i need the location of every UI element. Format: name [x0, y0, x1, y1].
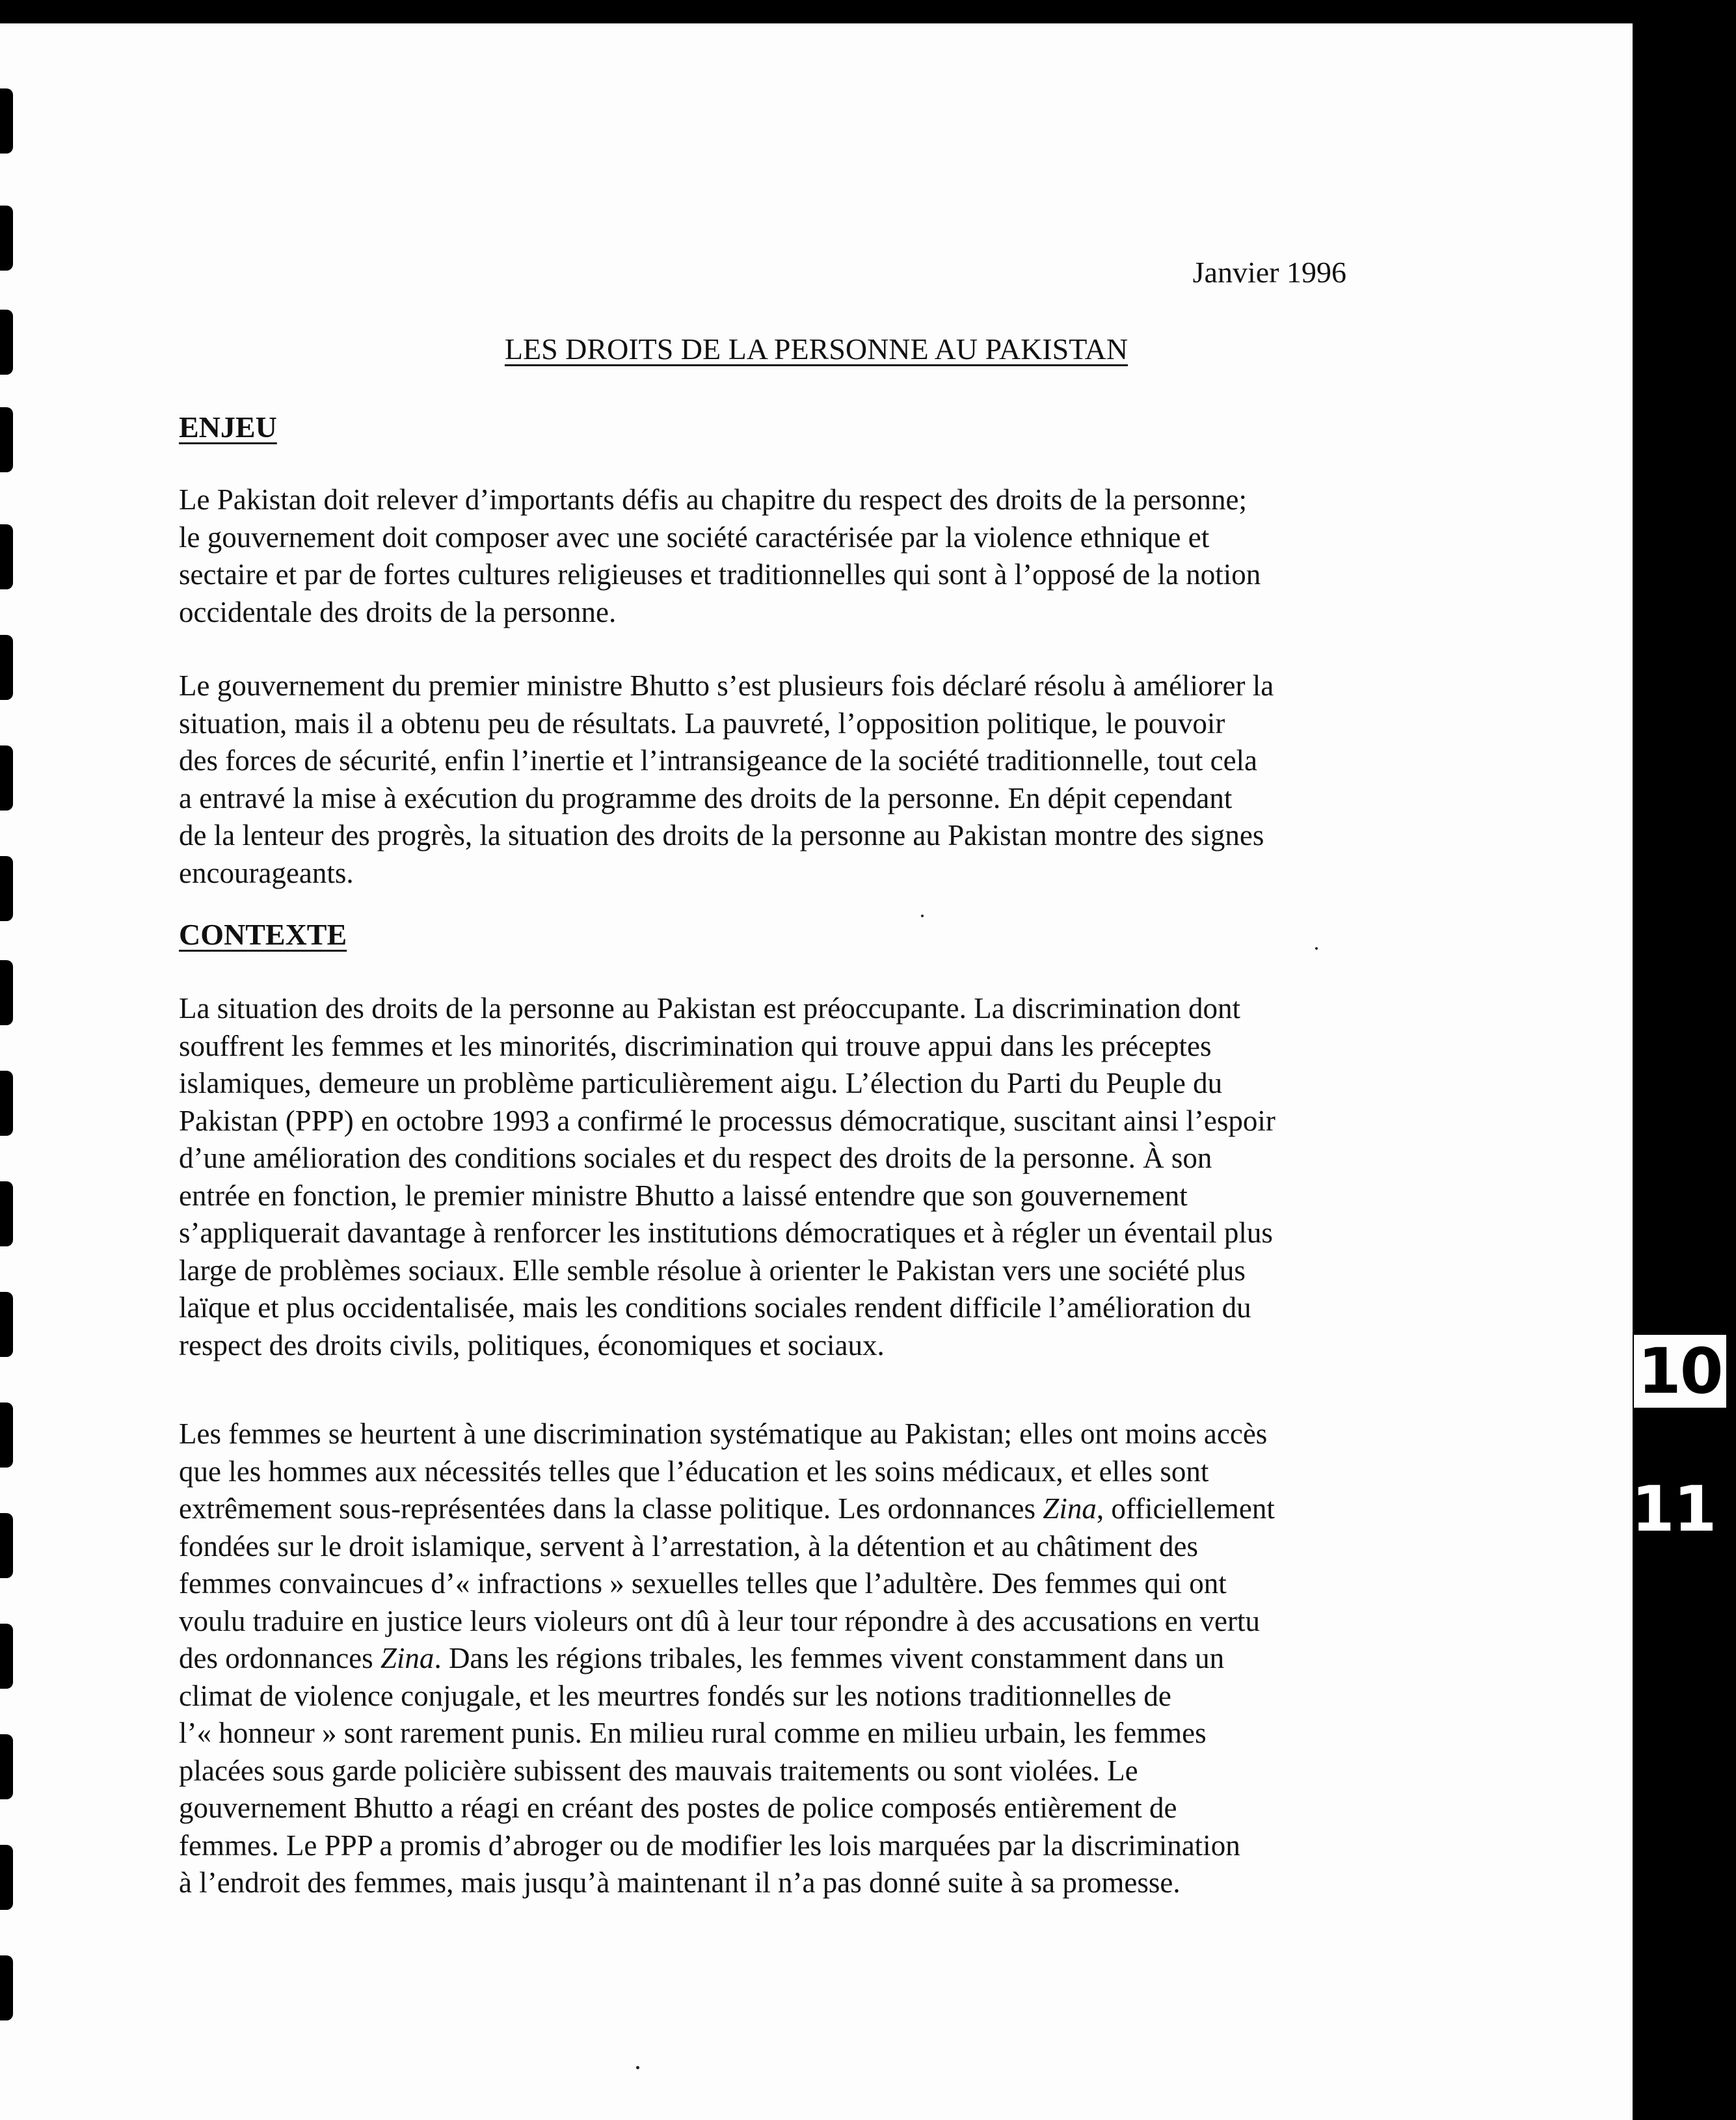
binder-hole [0, 1955, 13, 2020]
paragraph-line: fondées sur le droit islamique, servent à l’arrestation, à la détention et au châtiment des [179, 1529, 1198, 1563]
paragraph-line: Les femmes se heurtent à une discrimination systématique au Pakistan; elles ont moins accès [179, 1417, 1268, 1450]
paragraph-line: femmes convaincues d’« infractions » sexuelles telles que l’adultère. Des femmes qui ont [179, 1567, 1227, 1600]
paragraph-line: La situation des droits de la personne au Pakistan est préoccupante. La discrimination dont [179, 992, 1241, 1025]
binder-hole [0, 407, 13, 472]
paragraph-line: respect des droits civils, politiques, économiques et sociaux. [179, 1328, 885, 1362]
binder-hole [0, 960, 13, 1025]
paragraph-line: des ordonnances Zina. Dans les régions tribales, les femmes vivent constamment dans un [179, 1642, 1225, 1674]
paragraph-line: s’appliquerait davantage à renforcer les institutions démocratiques et à régler un éventail plus [179, 1216, 1273, 1249]
binder-hole [0, 1513, 13, 1578]
paragraph-line: le gouvernement doit composer avec une société caractérisée par la violence ethnique et [179, 520, 1210, 554]
paragraph-line: des forces de sécurité, enfin l’inertie et l’intransigeance de la société traditionnelle, tout cela [179, 744, 1258, 777]
section-heading-enjeu: ENJEU [179, 410, 277, 444]
paragraph-line: situation, mais il a obtenu peu de résultats. La pauvreté, l’opposition politique, le pouvoir [179, 706, 1225, 740]
binder-hole [0, 1292, 13, 1357]
binder-hole [0, 1181, 13, 1246]
document-title [0, 332, 1633, 366]
scan-speck [1315, 947, 1318, 950]
document-title-text: LES DROITS DE LA PERSONNE AU PAKISTAN [504, 332, 1128, 366]
document-page [0, 23, 1633, 2120]
paragraph-line: large de problèmes sociaux. Elle semble résolue à orienter le Pakistan vers une société plus [179, 1254, 1246, 1287]
binder-hole [0, 745, 13, 811]
italic-term: Zina [1043, 1492, 1097, 1525]
paragraph [179, 990, 1480, 1364]
paragraph-line: à l’endroit des femmes, mais jusqu’à maintenant il n’a pas donné suite à sa promesse. [179, 1866, 1181, 1899]
paragraph-line: entrée en fonction, le premier ministre Bhutto a laissé entendre que son gouvernement [179, 1179, 1188, 1212]
binder-hole [0, 635, 13, 700]
paragraph-line: gouvernement Bhutto a réagi en créant des postes de police composés entièrement de [179, 1791, 1177, 1824]
paragraph [179, 1416, 1480, 1902]
paragraph-line: extrêmement sous-représentées dans la classe politique. Les ordonnances Zina, officiellement [179, 1492, 1275, 1525]
paragraph-line: que les hommes aux nécessités telles que l’éducation et les soins médicaux, et elles sont [179, 1455, 1209, 1488]
tab-number: 10 [1634, 1335, 1726, 1408]
binder-hole [0, 88, 13, 154]
paragraph-line: Pakistan (PPP) en octobre 1993 a confirmé le processus démocratique, suscitant ainsi l’espoir [179, 1104, 1275, 1137]
binder-tab [1646, 1262, 1736, 1613]
binder-hole [0, 206, 13, 271]
paragraph-line: de la lenteur des progrès, la situation des droits de la personne au Pakistan montre des signes [179, 819, 1264, 852]
italic-term: Zina [380, 1642, 434, 1674]
paragraph-line: placées sous garde policière subissent des mauvais traitements ou sont violées. Le [179, 1754, 1138, 1787]
paragraph-line: encourageants. [179, 856, 354, 889]
paragraph [179, 481, 1480, 631]
paragraph-line: d’une amélioration des conditions sociales et du respect des droits de la personne. À son [179, 1142, 1212, 1174]
tab-number: 11 [1631, 1473, 1716, 1546]
binder-hole [0, 1734, 13, 1799]
paragraph-line: laïque et plus occidentalisée, mais les conditions sociales rendent difficile l’amélioration du [179, 1291, 1251, 1324]
paragraph-line: sectaire et par de fortes cultures religieuses et traditionnelles qui sont à l’opposé de la notion [179, 558, 1261, 591]
document-date: Janvier 1996 [1192, 256, 1346, 289]
binder-hole [0, 1845, 13, 1910]
scan-speck [636, 2066, 639, 2069]
section-heading-contexte: CONTEXTE [179, 918, 347, 951]
paragraph-line: climat de violence conjugale, et les meurtres fondés sur les notions traditionnelles de [179, 1679, 1171, 1712]
paragraph-line: femmes. Le PPP a promis d’abroger ou de modifier les lois marquées par la discrimination [179, 1829, 1240, 1862]
paragraph [179, 667, 1480, 892]
binder-hole [0, 524, 13, 589]
paragraph-line: a entravé la mise à exécution du programme des droits de la personne. En dépit cependant [179, 781, 1233, 814]
binder-hole [0, 1402, 13, 1468]
paragraph-line: occidentale des droits de la personne. [179, 595, 617, 628]
paragraph-line: souffrent les femmes et les minorités, discrimination qui trouve appui dans les préceptes [179, 1029, 1212, 1062]
binder-hole [0, 1624, 13, 1689]
scan-speck [921, 915, 924, 917]
paragraph-line: voulu traduire en justice leurs violeurs ont dû à leur tour répondre à des accusations en vertu [179, 1604, 1260, 1637]
binder-hole [0, 856, 13, 921]
paragraph-line: l’« honneur » sont rarement punis. En milieu rural comme en milieu urbain, les femmes [179, 1717, 1207, 1749]
binder-hole [0, 1071, 13, 1136]
paragraph-line: islamiques, demeure un problème particulièrement aigu. L’élection du Parti du Peuple du [179, 1067, 1223, 1099]
paragraph-line: Le Pakistan doit relever d’importants défis au chapitre du respect des droits de la personne; [179, 483, 1247, 516]
paragraph-line: Le gouvernement du premier ministre Bhutto s’est plusieurs fois déclaré résolu à améliorer la [179, 669, 1274, 702]
